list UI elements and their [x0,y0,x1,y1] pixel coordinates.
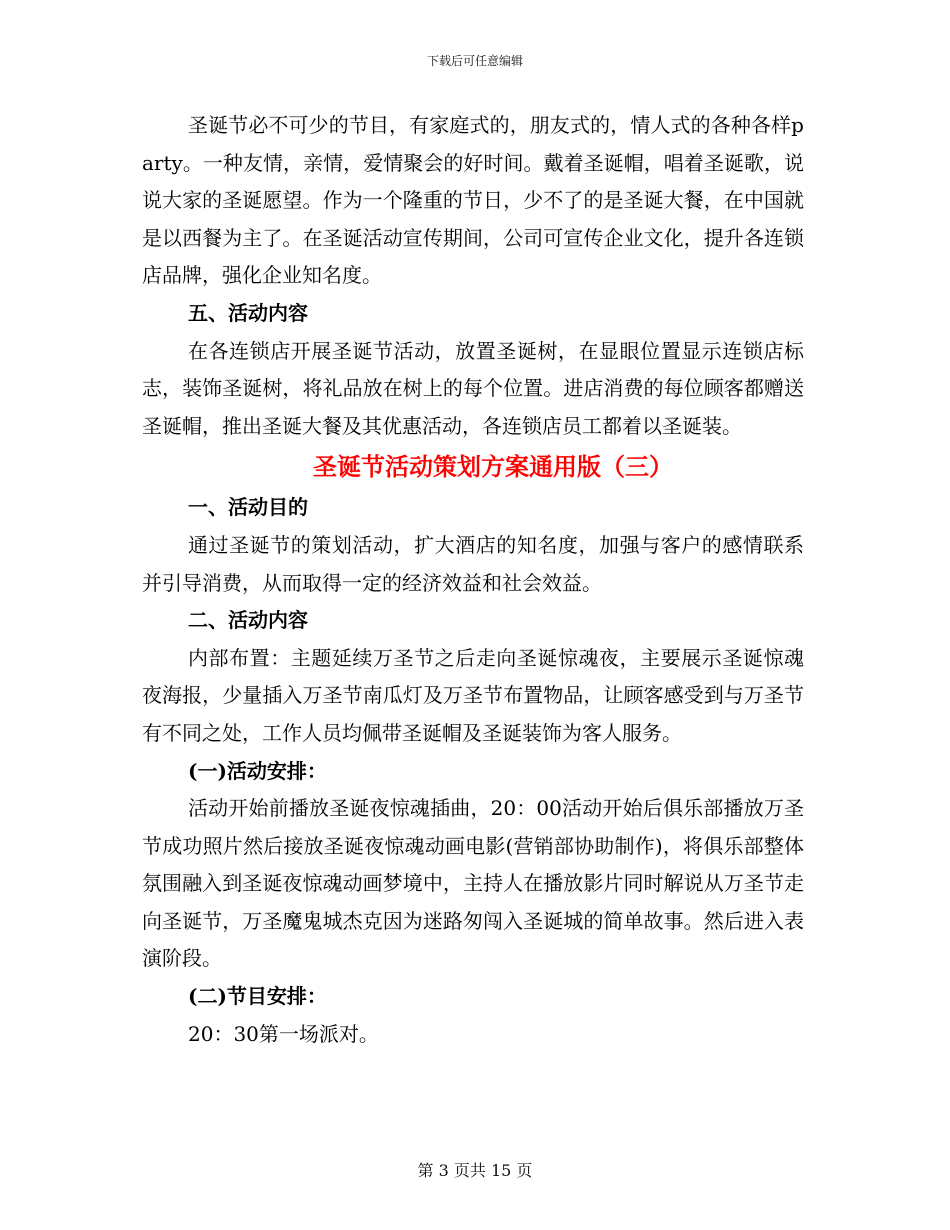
document-body [142,107,804,1053]
paragraph-party: 圣诞节必不可少的节目，有家庭式的，朋友式的，情人式的各种各样party。一种友情，亲情，爱情聚会的好时间。戴着圣诞帽，唱着圣诞歌，说说大家的圣诞愿望。作为一个隆重的节日，少不了的是圣诞大餐，在中国就是以西餐为主了。在圣诞活动宣传期间，公司可宣传企业文化，提升各连锁店品牌，强化企业知名度。 [142,113,804,288]
page-footer: 第 3 页共 15 页 [417,1161,533,1180]
section-heading-activity-content-5: 五、活动内容 [188,300,308,325]
paragraph-first-party: 20：30第一场派对。 [188,1021,379,1046]
paragraph-interior-layout: 内部布置：主题延续万圣节之后走向圣诞惊魂夜，主要展示圣诞惊魂夜海报，少量插入万圣节南瓜灯及万圣节布置物品，让顾客感受到与万圣节有不同之处，工作人员均佩带圣诞帽及圣诞装饰为客人服务。 [142,645,804,745]
paragraph-store-activities: 在各连锁店开展圣诞节活动，放置圣诞树，在显眼位置显示连锁店标志，装饰圣诞树，将礼品放在树上的每个位置。进店消费的每位顾客都赠送圣诞帽，推出圣诞大餐及其优惠活动，各连锁店员工都着以圣诞装。 [142,338,804,438]
subheading-activity-arrangement: (一)活动安排： [188,758,327,783]
subheading-program-arrangement: (二)节目安排： [188,984,327,1009]
page-header: 下载后可任意编辑 [426,54,523,68]
document-title: 圣诞节活动策划方案通用版（三） [313,452,673,482]
paragraph-purpose: 通过圣诞节的策划活动，扩大酒店的知名度，加强与客户的感情联系并引导消费，从而取得一定的经济效益和社会效益。 [142,532,804,595]
section-heading-activity-purpose: 一、活动目的 [188,495,308,520]
section-heading-activity-content-2: 二、活动内容 [188,608,308,633]
paragraph-arrangement: 活动开始前播放圣诞夜惊魂插曲，20：00活动开始后俱乐部播放万圣节成功照片然后接放圣诞夜惊魂动画电影(营销部协助制作)，将俱乐部整体氛围融入到圣诞夜惊魂动画梦境中，主持人在播放影片同时解说从万圣节走向圣诞节，万圣魔鬼城杰克因为迷路匆闯入圣诞城的简单故事。然后进入表演阶段。 [142,796,804,971]
